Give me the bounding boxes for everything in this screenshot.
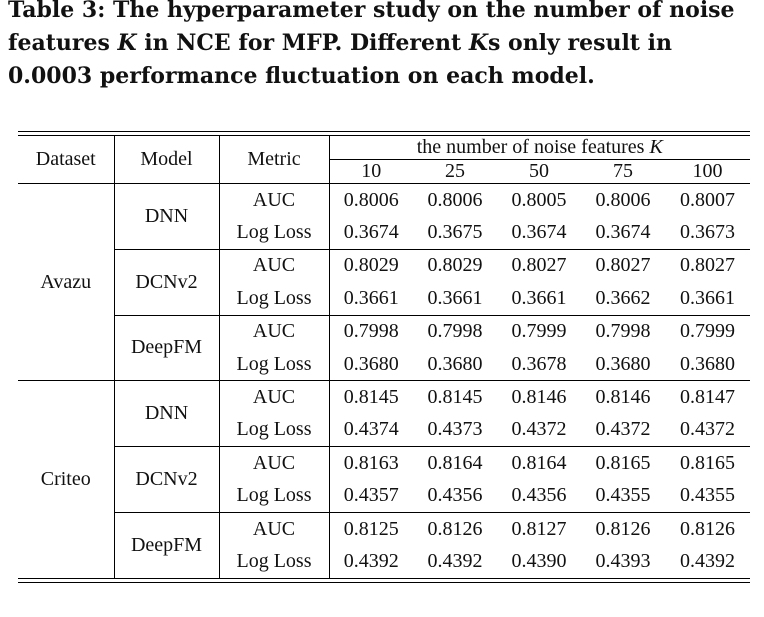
metric-cell: AUC (219, 447, 329, 480)
value-cell: 0.8029 (343, 254, 399, 277)
model-cell: DNN (114, 184, 219, 250)
value-cell: 0.3674 (581, 216, 665, 249)
table-body (18, 184, 750, 578)
results-table-container (18, 131, 750, 583)
value-cell: 0.4374 (329, 414, 413, 447)
value-cell: 0.4372 (665, 414, 750, 447)
value-cell: 0.3674 (497, 216, 581, 249)
value-cell: 0.3680 (329, 348, 413, 381)
header-metric: Metric (219, 136, 329, 184)
value-cell: 0.8005 (511, 188, 567, 211)
header-k-group (329, 136, 750, 160)
value-cell: 0.8007 (680, 188, 736, 211)
model-cell: DCNv2 (114, 249, 219, 315)
value-cell: 0.3678 (497, 348, 581, 381)
value-cell: 0.3680 (413, 348, 497, 381)
value-cell: 0.4355 (581, 480, 665, 513)
value-cell: 0.4373 (413, 414, 497, 447)
metric-cell: AUC (219, 184, 329, 217)
metric-cell: Log Loss (219, 348, 329, 381)
header-k-value: 75 (581, 160, 665, 184)
dataset-cell: Criteo (18, 381, 114, 578)
value-cell: 0.3675 (413, 216, 497, 249)
value-cell: 0.8027 (680, 254, 736, 277)
value-cell: 0.4393 (595, 549, 651, 572)
value-cell: 0.3680 (581, 348, 665, 381)
value-cell: 0.3661 (665, 282, 750, 315)
metric-cell: Log Loss (219, 414, 329, 447)
table-row (18, 447, 750, 480)
caption-text-2: in NCE for MFP. Different (136, 30, 469, 56)
metric-cell: AUC (219, 512, 329, 545)
value-cell: 0.3662 (581, 282, 665, 315)
value-cell: 0.7998 (343, 320, 399, 343)
header-row-1 (18, 136, 750, 160)
metric-cell: Log Loss (219, 216, 329, 249)
header-k-value: 10 (329, 160, 413, 184)
table-caption (8, 0, 760, 93)
value-cell: 0.8146 (511, 386, 567, 409)
value-cell: 0.4392 (343, 549, 399, 572)
value-cell: 0.8126 (680, 517, 736, 540)
dataset-cell: Avazu (18, 184, 114, 381)
value-cell: 0.8145 (427, 386, 483, 409)
table-bottom-rule (18, 578, 750, 583)
value-cell: 0.3680 (665, 348, 750, 381)
value-cell: 0.4372 (497, 414, 581, 447)
metric-cell: Log Loss (219, 480, 329, 513)
value-cell: 0.8164 (511, 451, 567, 474)
header-k-var: K (649, 136, 663, 158)
header-k-value: 50 (497, 160, 581, 184)
value-cell: 0.4357 (329, 480, 413, 513)
value-cell: 0.8165 (595, 451, 651, 474)
value-cell: 0.8006 (427, 188, 483, 211)
value-cell: 0.8027 (595, 254, 651, 277)
value-cell: 0.3674 (329, 216, 413, 249)
value-cell: 0.8125 (343, 517, 399, 540)
value-cell: 0.4372 (581, 414, 665, 447)
metric-cell: Log Loss (219, 545, 329, 577)
value-cell: 0.7998 (427, 320, 483, 343)
value-cell: 0.3661 (329, 282, 413, 315)
value-cell: 0.4355 (665, 480, 750, 513)
value-cell: 0.3661 (497, 282, 581, 315)
model-cell: DeepFM (114, 512, 219, 577)
value-cell: 0.8165 (680, 451, 736, 474)
metric-cell: AUC (219, 249, 329, 282)
value-cell: 0.8006 (343, 188, 399, 211)
header-dataset: Dataset (18, 136, 114, 184)
value-cell: 0.3661 (413, 282, 497, 315)
caption-text-3: s only result in 0.0003 performance fluctuation on each model. (8, 30, 672, 89)
header-k-value: 100 (665, 160, 750, 184)
header-model: Model (114, 136, 219, 184)
value-cell: 0.4392 (680, 549, 736, 572)
caption-text-1: Table 3: The hyperparameter study on the number of noise features (8, 0, 735, 56)
metric-cell: AUC (219, 315, 329, 348)
table-row (18, 512, 750, 545)
model-cell: DeepFM (114, 315, 219, 381)
value-cell: 0.3673 (665, 216, 750, 249)
table-row (18, 381, 750, 414)
model-cell: DNN (114, 381, 219, 447)
caption-var-k-1: K (117, 30, 137, 56)
caption-var-k-2: K (468, 30, 488, 56)
value-cell: 0.8147 (680, 386, 736, 409)
model-cell: DCNv2 (114, 447, 219, 513)
header-k-group-label: the number of noise features (416, 136, 650, 158)
value-cell: 0.8126 (427, 517, 483, 540)
metric-cell: AUC (219, 381, 329, 414)
metric-cell: Log Loss (219, 282, 329, 315)
value-cell: 0.4392 (427, 549, 483, 572)
value-cell: 0.4356 (497, 480, 581, 513)
value-cell: 0.7999 (680, 320, 736, 343)
value-cell: 0.4356 (413, 480, 497, 513)
value-cell: 0.8127 (511, 517, 567, 540)
table-row (18, 315, 750, 348)
value-cell: 0.8027 (511, 254, 567, 277)
value-cell: 0.8163 (343, 451, 399, 474)
value-cell: 0.8145 (343, 386, 399, 409)
table-header (18, 136, 750, 184)
value-cell: 0.7998 (595, 320, 651, 343)
header-k-value: 25 (413, 160, 497, 184)
table-row (18, 249, 750, 282)
value-cell: 0.8164 (427, 451, 483, 474)
value-cell: 0.8146 (595, 386, 651, 409)
value-cell: 0.7999 (511, 320, 567, 343)
table-row (18, 184, 750, 217)
value-cell: 0.8006 (595, 188, 651, 211)
results-table (18, 136, 750, 578)
value-cell: 0.8126 (595, 517, 651, 540)
value-cell: 0.4390 (511, 549, 567, 572)
value-cell: 0.8029 (427, 254, 483, 277)
